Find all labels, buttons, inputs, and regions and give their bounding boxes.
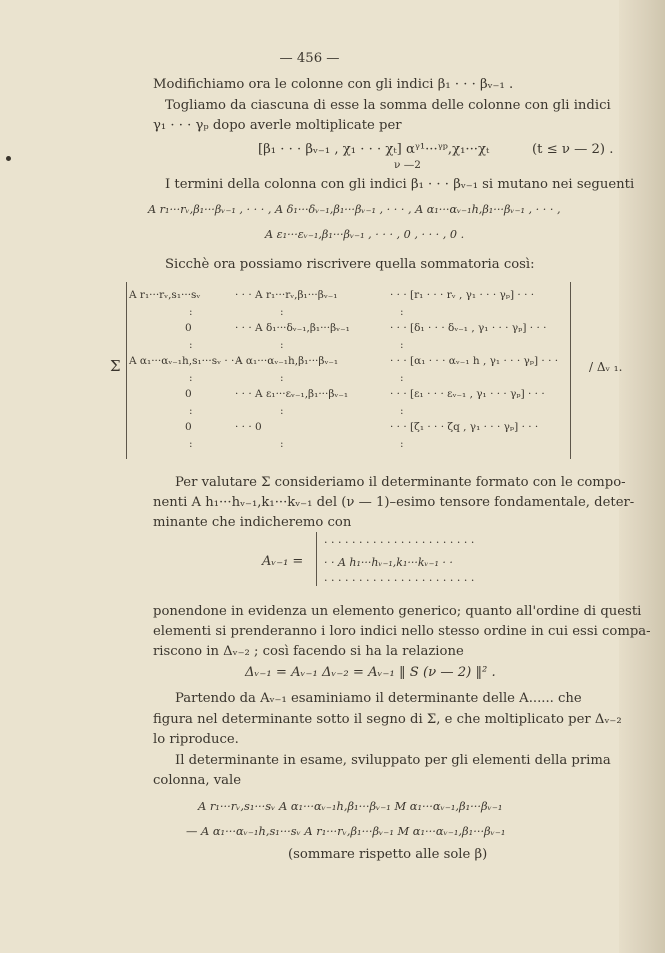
formula-line: — A α₁···αᵥ₋₁h,s₁···sᵥ A r₁···rᵥ,β₁···βᵥ₋₁ M α₁···αᵥ₋₁,β₁···βᵥ₋₁ [186,824,506,838]
text-line: Partendo da Aᵥ₋₁ esaminiamo il determinante delle A...... che [175,691,582,706]
determinant-dots: · · · · · · · · · · · · · · · · · · · · · · [324,536,475,549]
text-line: Per valutare Σ consideriamo il determinante formato con le compo- [175,475,626,490]
text-line: colonna, vale [153,773,242,788]
determinant-display [262,530,502,588]
matrix-left-bar [126,282,127,459]
matrix-cell: · · · A δ₁···δᵥ₋₁,β₁···βᵥ₋₁ [235,322,350,334]
matrix-cell: : [280,371,284,384]
matrix-cell: : [189,305,193,318]
page-gutter [619,0,665,953]
matrix-cell: · · · [α₁ · · · αᵥ₋₁ h , γ₁ · · · γₚ] · · · [390,355,559,367]
determinant-left-bar [316,532,317,586]
matrix-cell: : [189,437,193,450]
matrix-cell: · · · 0 [235,421,262,433]
matrix-cell: · · · A ε₁···εᵥ₋₁,β₁···βᵥ₋₁ [235,388,349,400]
matrix-cell: · · · [ε₁ · · · εᵥ₋₁ , γ₁ · · · γₚ] · · · [390,388,545,400]
summation-matrix [110,282,623,459]
text-line: γ₁ · · · γₚ dopo averle moltiplicate per [153,118,402,133]
text-line: Modifichiamo ora le colonne con gli indici β₁ · · · βᵥ₋₁ . [153,77,514,92]
matrix-cell: 0 [185,421,192,433]
formula-line: A r₁···rᵥ,s₁···sᵥ A α₁···αᵥ₋₁h,β₁···βᵥ₋₁ M α₁···αᵥ₋₁,β₁···βᵥ₋₁ [198,799,503,813]
text-line: Sicchè ora possiamo riscrivere quella sommatoria così: [165,257,535,272]
text-line: riscono in Δᵥ₋₂ ; così facendo si ha la relazione [153,644,464,659]
matrix-cell: · · · A r₁···rᵥ,β₁···βᵥ₋₁ [235,289,338,301]
formula-line: [β₁ · · · βᵥ₋₁ , χ₁ · · · χₜ] αᵞ¹···ᵞᵖ,χ₁···χₜ [258,142,490,157]
text-line: elementi si prenderanno i loro indici nello stesso ordine in cui essi compa- [153,624,651,639]
matrix-cell: · · · [ζ₁ · · · ζq , γ₁ · · · γₚ] · · · [390,421,539,433]
text-line: Togliamo da ciascuna di esse la somma delle colonne con gli indici [165,98,611,113]
formula-line: A ε₁···εᵥ₋₁,β₁···βᵥ₋₁ , · · · , 0 , · · · , 0 . [265,228,465,241]
matrix-cell: : [280,437,284,450]
matrix-cell: 0 [185,322,192,334]
formula-subscript: ν —2 [394,159,421,171]
matrix-cell: : [400,404,404,417]
determinant-element: · · A h₁···hᵥ₋₁,k₁···kᵥ₋₁ · · [324,556,453,569]
text-line: lo riproduce. [153,732,239,747]
margin-mark [6,156,11,161]
formula-line: A r₁···rᵥ,β₁···βᵥ₋₁ , · · · , A δ₁···δᵥ₋₁,β₁···βᵥ₋₁ , · · · , A α₁···αᵥ₋₁h,β₁···βᵥ₋₁ , · · · , [148,203,561,216]
formula-line: Δᵥ₋₁ = Aᵥ₋₁ Δᵥ₋₂ = Aᵥ₋₁ ‖ S (ν — 2) ‖² . [245,665,496,680]
matrix-cell: : [189,404,193,417]
text-line: figura nel determinante sotto il segno di Σ, e che moltiplicato per Δᵥ₋₂ [153,712,622,727]
text-line: I termini della colonna con gli indici β₁ · · · βᵥ₋₁ si mutano nei seguenti [165,177,635,192]
matrix-cell: : [400,305,404,318]
matrix-cell: : [400,437,404,450]
matrix-cell: : [280,338,284,351]
determinant-dots: · · · · · · · · · · · · · · · · · · · · · · [324,574,475,587]
text-line: Il determinante in esame, sviluppato per gli elementi della prima [175,753,611,768]
determinant-label: Aᵥ₋₁ = [262,554,304,569]
matrix-cell: A α₁···αᵥ₋₁h,s₁···sᵥ · · · [129,355,242,367]
matrix-cell: : [400,371,404,384]
matrix-divisor: / Δᵥ ₁. [589,360,623,374]
matrix-cell: A r₁···rᵥ,s₁···sᵥ [129,289,201,301]
matrix-cell: A α₁···αᵥ₋₁h,β₁···βᵥ₋₁ [235,355,339,367]
matrix-cell: · · · [δ₁ · · · δᵥ₋₁ , γ₁ · · · γₚ] · · · [390,322,547,334]
formula-condition: (t ≤ ν — 2) . [532,142,614,157]
matrix-cell: : [400,338,404,351]
matrix-cell: : [189,371,193,384]
text-line: ponendone in evidenza un elemento generico; quanto all'ordine di questi [153,604,642,619]
page-number: — 456 — [279,51,340,66]
matrix-cell: : [189,338,193,351]
text-line: (sommare rispetto alle sole β) [288,847,488,862]
matrix-cell: 0 [185,388,192,400]
text-line: nenti A h₁···hᵥ₋₁,k₁···kᵥ₋₁ del (ν — 1)–esimo tensore fondamentale, deter- [153,495,635,510]
text-line: minante che indicheremo con [153,515,352,530]
matrix-right-bar [570,282,571,459]
matrix-cell: : [280,404,284,417]
matrix-cell: : [280,305,284,318]
sigma-symbol: Σ [110,357,121,375]
matrix-cell: · · · [r₁ · · · rᵥ , γ₁ · · · γₚ] · · · [390,289,535,301]
